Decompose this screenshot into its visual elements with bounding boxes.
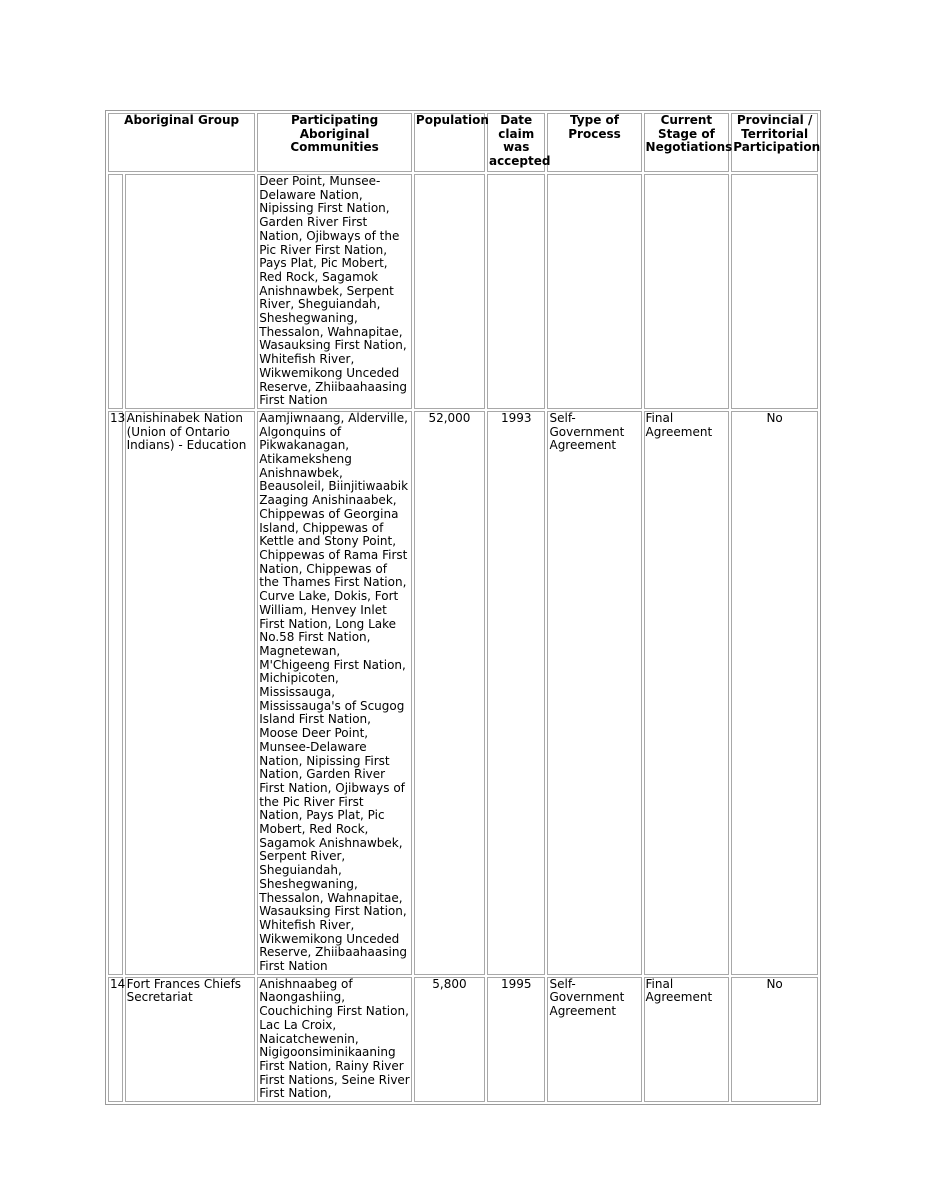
process-type-cell: [547, 174, 641, 409]
table-row: [108, 411, 818, 975]
header-row: [108, 113, 818, 172]
claims-table: [105, 110, 821, 1105]
header-date-accepted: Date claim was accepted: [487, 113, 546, 172]
stage-cell: Final Agreement: [644, 977, 730, 1102]
population-cell: [414, 174, 485, 409]
header-provincial-participation: Provincial / Territorial Participation: [731, 113, 818, 172]
population-cell: 5,800: [414, 977, 485, 1102]
row-number: 14: [108, 977, 123, 1102]
provincial-cell: [731, 174, 818, 409]
header-population: Population: [414, 113, 485, 172]
row-number: 13: [108, 411, 123, 975]
table-row: [108, 977, 818, 1102]
aboriginal-group-cell: [125, 174, 256, 409]
header-aboriginal-group: Aboriginal Group: [108, 113, 255, 172]
date-cell: [487, 174, 546, 409]
date-cell: 1995: [487, 977, 546, 1102]
header-participating-communities: Participating Aboriginal Communities: [257, 113, 412, 172]
stage-cell: [644, 174, 730, 409]
table-row: [108, 174, 818, 409]
aboriginal-group-cell: Anishinabek Nation (Union of Ontario Indians) - Education: [125, 411, 256, 975]
population-cell: 52,000: [414, 411, 485, 975]
header-current-stage: Current Stage of Negotiations: [644, 113, 730, 172]
process-type-cell: Self-Government Agreement: [547, 977, 641, 1102]
row-number: [108, 174, 123, 409]
aboriginal-group-cell: Fort Frances Chiefs Secretariat: [125, 977, 256, 1102]
communities-cell: Deer Point, Munsee-Delaware Nation, Nipissing First Nation, Garden River First Nation, Ojibways of the Pic River First Nation, Pays Plat, Pic Mobert, Red Rock, Sagamok Anishnawbek, Serpent River, Sheguiandah, Sheshegwaning, Thessalon, Wahnapitae, Wasauksing First Nation, Whitefish River, Wikwemikong Unceded Reserve, Zhiibaahaasing First Nation: [257, 174, 412, 409]
date-cell: 1993: [487, 411, 546, 975]
provincial-cell: No: [731, 977, 818, 1102]
communities-cell: Aamjiwnaang, Alderville, Algonquins of Pikwakanagan, Atikameksheng Anishnawbek, Beausoleil, Biinjitiwaabik Zaaging Anishinaabek, Chippewas of Georgina Island, Chippewas of Kettle and Stony Point, Chippewas of Rama First Nation, Chippewas of the Thames First Nation, Curve Lake, Dokis, Fort William, Henvey Inlet First Nation, Long Lake No.58 First Nation, Magnetewan, M'Chigeeng First Nation, Michipicoten, Mississauga, Mississauga's of Scugog Island First Nation, Moose Deer Point, Munsee-Delaware Nation, Nipissing First Nation, Garden River First Nation, Ojibways of the Pic River First Nation, Pays Plat, Pic Mobert, Red Rock, Sagamok Anishnawbek, Serpent River, Sheguiandah, Sheshegwaning, Thessalon, Wahnapitae, Wasauksing First Nation, Whitefish River, Wikwemikong Unceded Reserve, Zhiibaahaasing First Nation: [257, 411, 412, 975]
provincial-cell: No: [731, 411, 818, 975]
header-type-of-process: Type of Process: [547, 113, 641, 172]
process-type-cell: Self-Government Agreement: [547, 411, 641, 975]
communities-cell: Anishnaabeg of Naongashiing, Couchiching First Nation, Lac La Croix, Naicatchewenin, Nigigoonsiminikaaning First Nation, Rainy River First Nations, Seine River First Nation,: [257, 977, 412, 1102]
stage-cell: Final Agreement: [644, 411, 730, 975]
